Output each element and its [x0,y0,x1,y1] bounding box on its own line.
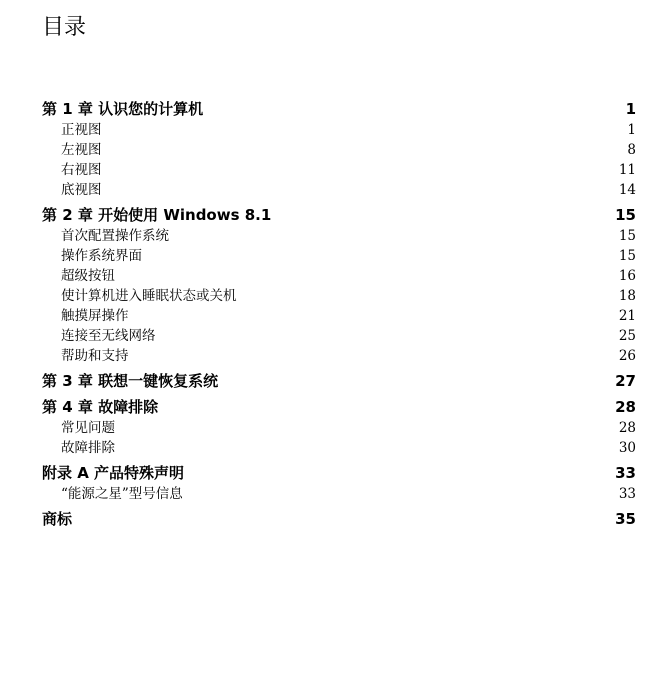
toc-section-entry[interactable] [42,178,636,198]
toc-section-entry-label: 操作系统界面 [61,248,142,264]
toc-section-entry[interactable] [42,324,636,344]
toc-section-entry-page-number: 25 [618,328,636,344]
toc-section-entry-page-number: 15 [618,248,636,264]
toc-section-entry-page-number: 33 [618,486,636,502]
toc-chapter-entry[interactable] [42,370,636,390]
toc-chapter-entry-page-number: 1 [625,100,636,118]
toc-section-entry[interactable] [42,344,636,364]
toc-chapter-entry-label: 第 4 章 故障排除 [42,398,159,416]
table-of-contents [42,98,636,528]
toc-section-entry-page-number: 8 [627,142,636,158]
toc-section-entry-label: 触摸屏操作 [61,308,129,324]
toc-section-entry-label: 帮助和支持 [61,348,129,364]
toc-chapter-entry[interactable] [42,98,636,118]
toc-chapter-entry-page-number: 27 [615,372,636,390]
toc-chapter-entry-label: 第 1 章 认识您的计算机 [42,100,204,118]
toc-section-entry-page-number: 21 [618,308,636,324]
toc-chapter-entry-label: 第 3 章 联想一键恢复系统 [42,372,219,390]
toc-section-entry-page-number: 26 [618,348,636,364]
toc-section-entry-page-number: 14 [618,182,636,198]
toc-section-entry-page-number: 16 [618,268,636,284]
toc-chapter-entry-page-number: 35 [615,510,636,528]
toc-section-entry-label: “能源之星”型号信息 [61,486,183,502]
toc-section-entry-label: 正视图 [61,122,102,138]
toc-section-entry-label: 超级按钮 [61,268,115,284]
toc-chapter-entry-page-number: 33 [615,464,636,482]
toc-section-entry-page-number: 28 [618,420,636,436]
toc-section-entry-label: 常见问题 [61,420,115,436]
toc-chapter-entry-label: 第 2 章 开始使用 Windows 8.1 [42,206,272,224]
toc-chapter-entry-label: 商标 [42,510,73,528]
toc-section-entry-label: 底视图 [61,182,102,198]
toc-chapter-entry[interactable] [42,508,636,528]
toc-section-entry[interactable] [42,224,636,244]
toc-section-entry-page-number: 15 [618,228,636,244]
toc-section-entry[interactable] [42,304,636,324]
page-title: 目录 [42,15,87,40]
toc-section-entry[interactable] [42,138,636,158]
toc-section-entry[interactable] [42,436,636,456]
toc-chapter-entry[interactable] [42,396,636,416]
toc-section-entry-label: 右视图 [61,162,102,178]
toc-section-entry[interactable] [42,118,636,138]
toc-section-entry-label: 首次配置操作系统 [61,228,169,244]
toc-chapter-entry[interactable] [42,462,636,482]
toc-section-entry-page-number: 1 [627,122,636,138]
toc-section-entry[interactable] [42,482,636,502]
toc-section-entry-label: 左视图 [61,142,102,158]
toc-section-entry[interactable] [42,416,636,436]
toc-section-entry[interactable] [42,264,636,284]
toc-chapter-entry-label: 附录 A 产品特殊声明 [42,464,185,482]
toc-chapter-entry[interactable] [42,204,636,224]
toc-section-entry-page-number: 11 [618,162,636,178]
toc-section-entry-label: 故障排除 [61,440,115,456]
toc-section-entry[interactable] [42,158,636,178]
toc-chapter-entry-page-number: 15 [615,206,636,224]
toc-section-entry-page-number: 18 [618,288,636,304]
toc-section-entry-page-number: 30 [618,440,636,456]
toc-chapter-entry-page-number: 28 [615,398,636,416]
toc-section-entry-label: 使计算机进入睡眠状态或关机 [61,288,237,304]
toc-section-entry[interactable] [42,244,636,264]
toc-section-entry-label: 连接至无线网络 [61,328,156,344]
toc-section-entry[interactable] [42,284,636,304]
